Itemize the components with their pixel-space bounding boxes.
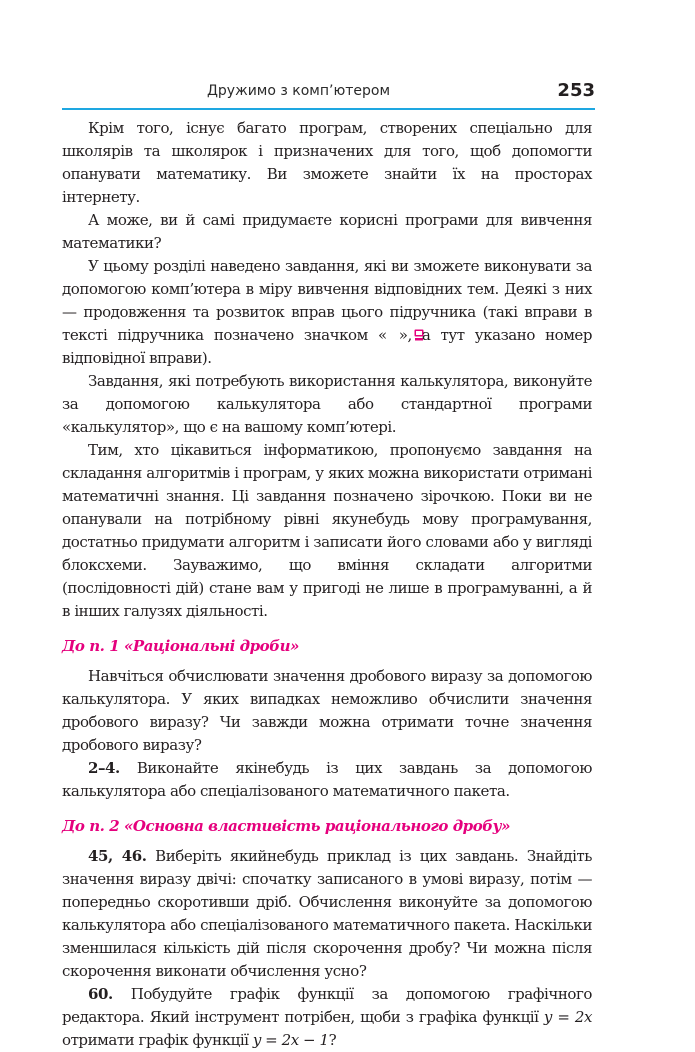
exercise-text-end: ? bbox=[328, 1031, 337, 1049]
exercise-text: Виконайте якінебудь із цих завдань за допомогою калькулятора або спеціалізованого математичного пакета. bbox=[62, 759, 592, 800]
exercise-text: Побудуйте графік функції за допомогою графічного редактора. Який інструмент потрібен, щоби з графіка функції bbox=[62, 985, 592, 1026]
exercise-number: 45, 46. bbox=[88, 847, 147, 865]
page-header bbox=[62, 80, 595, 110]
running-title: Дружимо з комп’ютером bbox=[206, 83, 391, 99]
intro-paragraph-5: Тим, хто цікавиться інформатикою, пропонуємо завдання на складання алгоритмів і програм, у яких можна використати отримані математичні знання. Ці завдання позначено зірочкою. Поки ви не опанували на потрібному рівні якунебудь мову програмування, достатньо придумати алгоритм і записати його словами або у вигляді блоксхеми. Зауважимо, що вміння складати алгоритми (послідовності дій) стане вам у пригоді не лише в програмуванні, а й в інших галузях діяльності. bbox=[62, 441, 592, 620]
page-number: 253 bbox=[557, 80, 595, 101]
intro-paragraph-4: Завдання, які потребують використання калькулятора, виконуйте за допомогою калькулятора або стандартної програми «калькулятор», що є на вашому комп’ютері. bbox=[62, 372, 592, 436]
section-1-paragraph-1: Навчіться обчислювати значення дробового виразу за допомогою калькулятора. У яких випадках неможливо обчислити значення дробового виразу? Чи завжди можна отримати точне значення дробового виразу? bbox=[62, 667, 592, 754]
computer-icon bbox=[388, 325, 398, 337]
exercise-text-continued: отримати графік функції bbox=[62, 1031, 253, 1049]
intro-paragraph-3-end: », а тут указано номер відповідної вправи). bbox=[62, 326, 592, 367]
exercise-text: Виберіть якийнебудь приклад із цих завдань. Знайдіть значення виразу двічі: спочатку записаного в умові виразу, потім — попередньо скоротивши дріб. Обчислення виконуйте за допомогою калькулятора або спеціалізованого математичного пакета. Наскільки зменшилася кількість дій після скорочення дробу? Чи можна після скорочення виконати обчислення усно? bbox=[62, 847, 592, 980]
intro-paragraph-1: Крім того, існує багато програм, створених спеціально для школярів та школярок і призначених для того, щоб допомогти опанувати математику. Ви зможете знайти їх на просторах інтернету. bbox=[62, 119, 592, 206]
exercise-number: 60. bbox=[88, 985, 113, 1003]
intro-paragraph-2: А може, ви й самі придумаєте корисні програми для вивчення математики? bbox=[62, 211, 592, 252]
page-body bbox=[62, 117, 592, 1052]
section-1-heading: До п. 1 «Раціональні дроби» bbox=[62, 637, 299, 655]
intro-paragraph-3-start: У цьому розділі наведено завдання, які ви зможете виконувати за допомогою комп’ютера в міру вивчення відповідних тем. Деякі з них — продовження та розвиток вправ цього підручника (такі вправи в тексті підручника позначено значком « bbox=[62, 257, 592, 344]
formula: y = 2x − 1 bbox=[252, 1031, 329, 1049]
section-1-paragraph-2 bbox=[62, 757, 592, 803]
exercise-number: 2–4. bbox=[88, 759, 120, 777]
formula: y = 2x bbox=[543, 1008, 592, 1026]
section-2-heading: До п. 2 «Основна властивість раціонального дробу» bbox=[62, 817, 511, 835]
section-2-paragraph-1 bbox=[62, 845, 592, 983]
intro-paragraph-3 bbox=[62, 255, 592, 370]
